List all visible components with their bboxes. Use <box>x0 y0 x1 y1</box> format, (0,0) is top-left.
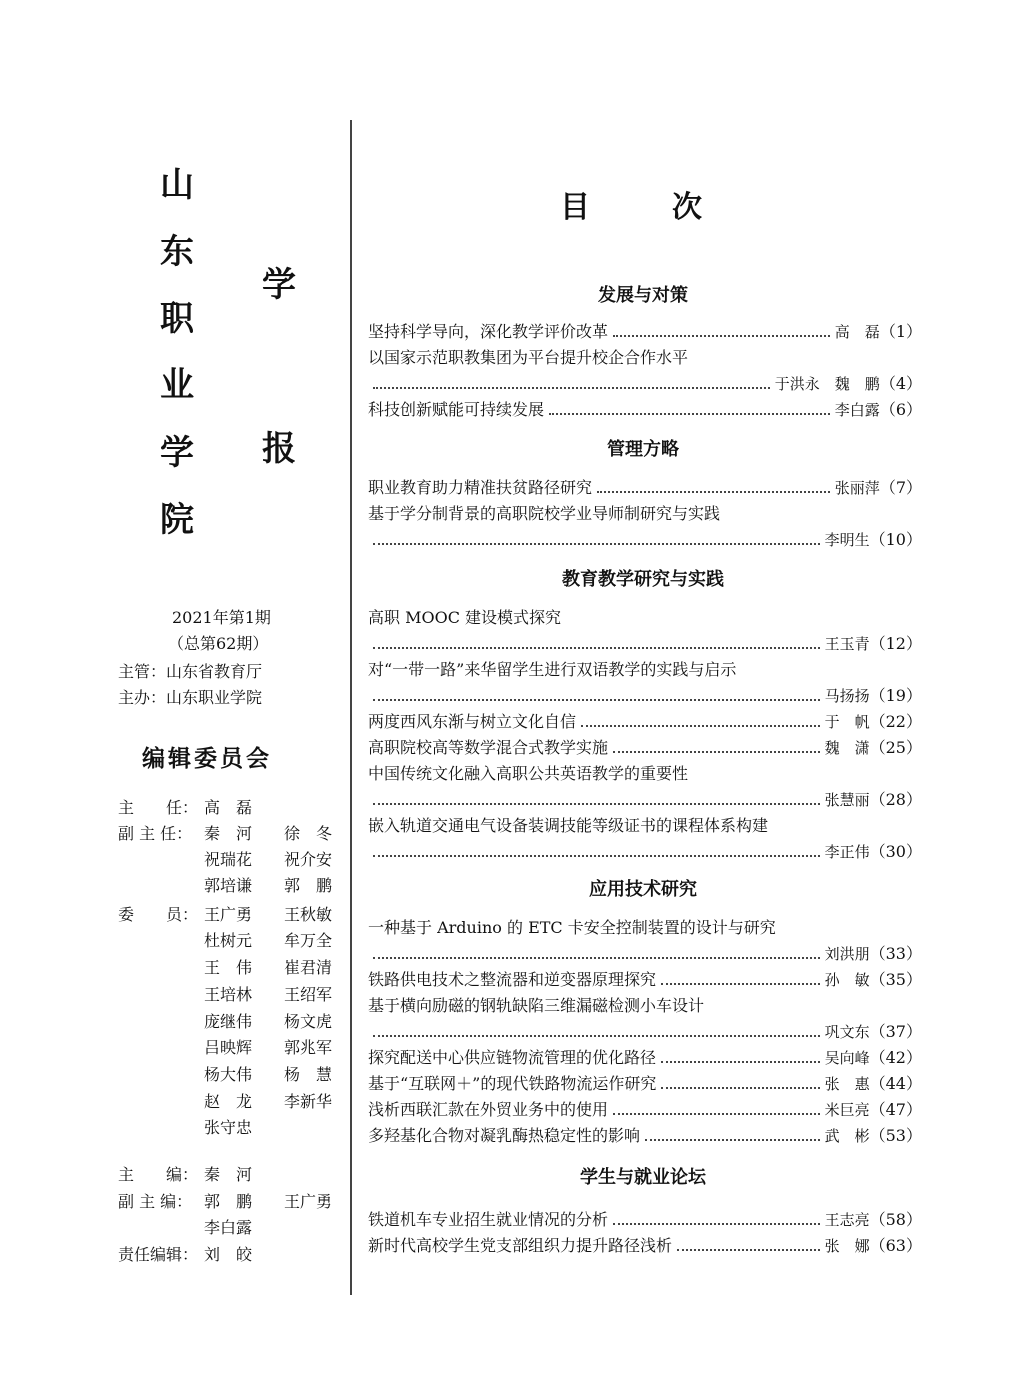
toc-entry <box>368 320 922 344</box>
board-row <box>118 1116 252 1140</box>
board-row <box>118 848 332 872</box>
toc-entry-page: （25） <box>869 738 922 757</box>
board-names: 秦 河 <box>204 1165 253 1184</box>
toc-entry-page: （22） <box>869 712 922 731</box>
toc-entry <box>368 1234 922 1258</box>
toc-leader-dots <box>373 543 820 545</box>
toc-leader-dots <box>677 1249 820 1251</box>
toc-leader-dots <box>373 803 820 805</box>
toc-leader-dots <box>373 387 770 389</box>
toc-entry-title: 高职院校高等数学混合式教学实施 <box>368 738 609 757</box>
toc-entry-page: （53） <box>869 1126 922 1145</box>
board-row <box>118 1063 332 1087</box>
journal-title-char: 山 <box>160 165 194 205</box>
toc-entry <box>368 1098 922 1122</box>
board-names: 张守忠 <box>204 1118 253 1137</box>
toc-entry-author: 张慧丽 <box>824 791 870 809</box>
column-divider <box>350 120 352 1295</box>
board-names: 王 伟 崔君清 <box>204 958 333 977</box>
toc-entry-title: 职业教育助力精准扶贫路径研究 <box>368 478 593 497</box>
toc-entry-title: 基于学分制背景的高职院校学业导师制研究与实践 <box>368 504 721 523</box>
journal-title-char: 报 <box>262 429 296 469</box>
board-names: 赵 龙 李新华 <box>204 1092 333 1111</box>
board-row <box>118 1243 252 1267</box>
sponsor: 主办：山东职业学院 <box>118 688 263 707</box>
toc-entry <box>368 968 922 992</box>
journal-title-char: 院 <box>160 500 194 540</box>
toc-entry-page: （28） <box>869 790 922 809</box>
toc-entry <box>368 398 922 422</box>
board-role: 副 主 任： <box>118 824 193 843</box>
board-names: 吕映辉 郭兆军 <box>204 1038 333 1057</box>
toc-entry-page: （35） <box>869 970 922 989</box>
toc-entry <box>368 1124 922 1148</box>
toc-entry <box>368 1072 922 1096</box>
board-row <box>118 1190 332 1214</box>
toc-entry-title: 铁道机车专业招生就业情况的分析 <box>368 1210 609 1229</box>
toc-entry-author: 李正伟 <box>824 843 870 861</box>
board-role: 责任编辑： <box>118 1245 199 1264</box>
toc-entry-page: （10） <box>869 530 922 549</box>
board-names: 杜树元 牟万全 <box>204 931 333 950</box>
toc-entry-author: 高 磊 <box>834 323 880 341</box>
toc-entry-author: 王玉青 <box>824 635 870 653</box>
toc-entry-title: 嵌入轨道交通电气设备装调技能等级证书的课程体系构建 <box>368 816 769 835</box>
toc-entry <box>368 710 922 734</box>
board-role: 主 编： <box>118 1165 199 1184</box>
toc-entry-page: （4） <box>879 374 922 393</box>
board-row <box>118 983 332 1007</box>
toc-section-heading: 学生与就业论坛 <box>580 1167 706 1188</box>
toc-title-char: 次 <box>672 190 702 225</box>
toc-entry-title: 基于横向励磁的钢轨缺陷三维漏磁检测小车设计 <box>368 996 705 1015</box>
board-row <box>118 956 332 980</box>
supervisor: 主管：山东省教育厅 <box>118 662 263 681</box>
toc-entry-page: （19） <box>869 686 922 705</box>
toc-entry-author: 孙 敏 <box>824 971 870 989</box>
toc-title <box>560 182 702 226</box>
toc-entry <box>368 632 922 656</box>
board-names: 高 磊 <box>204 798 253 817</box>
journal-title-char: 业 <box>160 365 194 405</box>
board-names: 王培林 王绍军 <box>204 985 333 1004</box>
toc-leader-dots <box>549 413 830 415</box>
toc-entry-author: 李明生 <box>824 531 870 549</box>
toc-leader-dots <box>661 1087 819 1089</box>
board-row <box>118 903 332 927</box>
board-names: 杨大伟 杨 慧 <box>204 1065 333 1084</box>
toc-entry-title: 对“一带一路”来华留学生进行双语教学的实践与启示 <box>368 660 737 679</box>
toc-entry-page: （1） <box>879 322 922 341</box>
toc-leader-dots <box>661 1061 820 1063</box>
toc-entry-author: 刘洪朋 <box>824 945 870 963</box>
toc-entry-title: 以国家示范职教集团为平台提升校企合作水平 <box>368 348 689 367</box>
toc-section-heading: 应用技术研究 <box>589 879 697 900</box>
board-row <box>118 1090 332 1114</box>
toc-entry-author: 于 帆 <box>824 713 870 731</box>
toc-entry-page: （42） <box>869 1048 922 1067</box>
toc-entry-title: 一种基于 Arduino 的 ETC 卡安全控制装置的设计与研究 <box>368 918 776 937</box>
toc-title-char: 目 <box>560 190 590 225</box>
journal-title-char: 东 <box>160 232 194 272</box>
toc-leader-dots <box>613 1223 820 1225</box>
board-row <box>118 929 332 953</box>
toc-entry-author: 张丽萍 <box>834 479 880 497</box>
toc-entry-author: 王志亮 <box>824 1211 870 1229</box>
board-names: 祝瑞花 祝介安 <box>204 850 333 869</box>
toc-entry-author: 吴向峰 <box>824 1049 870 1067</box>
board-row <box>118 1216 252 1240</box>
toc-leader-dots <box>661 983 820 985</box>
toc-entry <box>368 1208 922 1232</box>
toc-entry-title: 高职 MOOC 建设模式探究 <box>368 608 562 627</box>
toc-entry-title: 坚持科学导向，深化教学评价改革 <box>368 322 609 341</box>
toc-entry <box>368 476 922 500</box>
toc-entry-author: 巩文东 <box>824 1023 870 1041</box>
toc-entry-author: 李白露 <box>834 401 880 419</box>
toc-entry-title: 浅析西联汇款在外贸业务中的使用 <box>368 1100 609 1119</box>
toc-entry <box>368 684 922 708</box>
toc-leader-dots <box>613 751 820 753</box>
toc-entry-title: 铁路供电技术之整流器和逆变器原理探究 <box>368 970 657 989</box>
editorial-board-title: 编辑委员会 <box>142 746 272 772</box>
toc-leader-dots <box>373 1035 820 1037</box>
toc-leader-dots <box>373 647 820 649</box>
toc-entry <box>368 1020 922 1044</box>
toc-entry <box>368 372 922 396</box>
journal-title-char: 学 <box>262 265 296 305</box>
board-role: 副 主 编： <box>118 1192 193 1211</box>
board-names: 郭 鹏 王广勇 <box>204 1192 333 1211</box>
board-names: 刘 皎 <box>204 1245 253 1264</box>
toc-entry-page: （63） <box>869 1236 922 1255</box>
toc-section-heading: 管理方略 <box>607 439 679 460</box>
toc-entry-author: 张 娜 <box>824 1237 870 1255</box>
toc-entry-page: （58） <box>869 1210 922 1229</box>
board-role: 主 任： <box>118 798 199 817</box>
toc-entry-page: （44） <box>869 1074 922 1093</box>
toc-leader-dots <box>613 1113 820 1115</box>
board-row <box>118 1163 252 1187</box>
board-names: 王广勇 王秋敏 <box>204 905 333 924</box>
toc-leader-dots <box>597 491 830 493</box>
toc-entry-page: （47） <box>869 1100 922 1119</box>
toc-entry-author: 马扬扬 <box>824 687 870 705</box>
toc-leader-dots <box>581 725 820 727</box>
toc-entry-page: （6） <box>879 400 922 419</box>
board-row <box>118 796 252 820</box>
toc-entry-title: 多羟基化合物对凝乳酶热稳定性的影响 <box>368 1126 641 1145</box>
toc-entry <box>368 528 922 552</box>
toc-entry <box>368 736 922 760</box>
toc-entry-title: 两度西风东渐与树立文化自信 <box>368 712 577 731</box>
toc-section-heading: 教育教学研究与实践 <box>562 569 724 590</box>
toc-leader-dots <box>613 335 830 337</box>
toc-entry <box>368 788 922 812</box>
toc-entry-author: 张 惠 <box>824 1075 870 1093</box>
toc-entry-page: （33） <box>869 944 922 963</box>
toc-entry-title: 新时代高校学生党支部组织力提升路径浅析 <box>368 1236 673 1255</box>
toc-leader-dots <box>373 855 820 857</box>
toc-entry-title: 探究配送中心供应链物流管理的优化路径 <box>368 1048 657 1067</box>
toc-entry-title: 基于“互联网＋”的现代铁路物流运作研究 <box>368 1074 657 1093</box>
toc-entry <box>368 840 922 864</box>
toc-entry-title: 中国传统文化融入高职公共英语教学的重要性 <box>368 764 689 783</box>
toc-entry-author: 魏 潇 <box>824 739 870 757</box>
journal-title-char: 职 <box>160 299 194 339</box>
journal-title-char: 学 <box>160 433 194 473</box>
toc-entry-author: 武 彬 <box>824 1127 870 1145</box>
board-row <box>118 822 332 846</box>
board-names: 庞继伟 杨文虎 <box>204 1012 333 1031</box>
toc-entry <box>368 1046 922 1070</box>
toc-entry-title: 科技创新赋能可持续发展 <box>368 400 545 419</box>
toc-entry-page: （7） <box>879 478 922 497</box>
toc-entry-author: 于洪永 魏 鹏 <box>774 375 880 393</box>
toc-entry-author: 米巨亮 <box>824 1101 870 1119</box>
toc-leader-dots <box>645 1139 820 1141</box>
toc-entry-page: （12） <box>869 634 922 653</box>
toc-leader-dots <box>373 957 820 959</box>
total-issue-number: （总第62期） <box>168 634 269 653</box>
toc-entry-page: （37） <box>869 1022 922 1041</box>
board-role: 委 员： <box>118 905 199 924</box>
toc-entry <box>368 942 922 966</box>
toc-section-heading: 发展与对策 <box>598 285 688 306</box>
board-names: 秦 河 徐 冬 <box>204 824 333 843</box>
board-names: 郭培谦 郭 鹏 <box>204 876 333 895</box>
board-row <box>118 1010 332 1034</box>
issue-number: 2021年第1期 <box>172 608 271 627</box>
board-names: 李白露 <box>204 1218 253 1237</box>
board-row <box>118 874 332 898</box>
toc-leader-dots <box>373 699 820 701</box>
toc-entry-page: （30） <box>869 842 922 861</box>
board-row <box>118 1036 332 1060</box>
